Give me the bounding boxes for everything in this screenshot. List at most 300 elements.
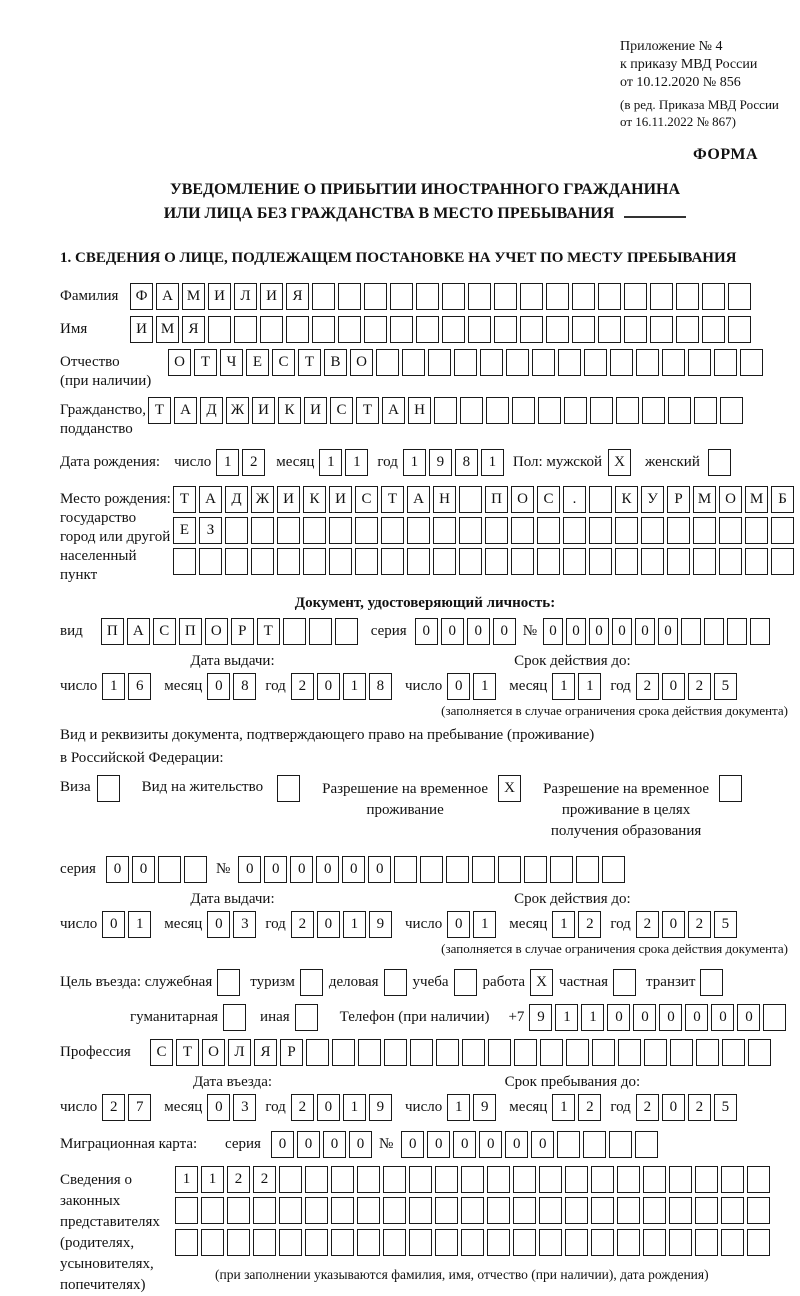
- char-cell[interactable]: С: [537, 486, 560, 513]
- char-cell[interactable]: [409, 1197, 432, 1224]
- char-cell[interactable]: Н: [408, 397, 431, 424]
- char-cell[interactable]: Т: [176, 1039, 199, 1066]
- purpose-tourism-checkbox[interactable]: [300, 969, 323, 996]
- char-cell[interactable]: [420, 856, 443, 883]
- purpose-work-checkbox[interactable]: X: [530, 969, 553, 996]
- char-cell[interactable]: [175, 1197, 198, 1224]
- char-cell[interactable]: И: [304, 397, 327, 424]
- residence-permit-checkbox[interactable]: [277, 775, 300, 802]
- char-cell[interactable]: [643, 1166, 666, 1193]
- char-cell[interactable]: [472, 856, 495, 883]
- char-cell[interactable]: [260, 316, 283, 343]
- char-cell[interactable]: [704, 618, 724, 645]
- char-cell[interactable]: 0: [207, 911, 230, 938]
- char-cell[interactable]: [435, 1166, 458, 1193]
- char-cell[interactable]: 2: [688, 673, 711, 700]
- char-cell[interactable]: С: [330, 397, 353, 424]
- char-cell[interactable]: Я: [254, 1039, 277, 1066]
- purpose-business-checkbox[interactable]: [384, 969, 407, 996]
- char-cell[interactable]: [460, 397, 483, 424]
- char-cell[interactable]: Ф: [130, 283, 153, 310]
- char-cell[interactable]: [668, 397, 691, 424]
- char-cell[interactable]: 0: [662, 911, 685, 938]
- char-cell[interactable]: 0: [658, 618, 678, 645]
- char-cell[interactable]: [338, 316, 361, 343]
- char-cell[interactable]: 0: [711, 1004, 734, 1031]
- char-cell[interactable]: [227, 1197, 250, 1224]
- char-cell[interactable]: [225, 548, 248, 575]
- char-cell[interactable]: Р: [280, 1039, 303, 1066]
- char-cell[interactable]: П: [485, 486, 508, 513]
- char-cell[interactable]: 1: [447, 1094, 470, 1121]
- char-cell[interactable]: [409, 1229, 432, 1256]
- char-cell[interactable]: 1: [102, 673, 125, 700]
- temp-residence-education-checkbox[interactable]: [719, 775, 742, 802]
- char-cell[interactable]: [487, 1229, 510, 1256]
- char-cell[interactable]: Т: [194, 349, 217, 376]
- char-cell[interactable]: [329, 517, 352, 544]
- char-cell[interactable]: 2: [636, 911, 659, 938]
- char-cell[interactable]: 0: [531, 1131, 554, 1158]
- char-cell[interactable]: 8: [455, 449, 478, 476]
- char-cell[interactable]: [694, 397, 717, 424]
- char-cell[interactable]: [539, 1166, 562, 1193]
- char-cell[interactable]: 1: [403, 449, 426, 476]
- char-cell[interactable]: 2: [102, 1094, 125, 1121]
- char-cell[interactable]: Т: [148, 397, 171, 424]
- char-cell[interactable]: [459, 548, 482, 575]
- char-cell[interactable]: [461, 1197, 484, 1224]
- char-cell[interactable]: 0: [316, 856, 339, 883]
- char-cell[interactable]: [402, 349, 425, 376]
- char-cell[interactable]: 2: [253, 1166, 276, 1193]
- char-cell[interactable]: [383, 1197, 406, 1224]
- char-cell[interactable]: [771, 548, 794, 575]
- char-cell[interactable]: [442, 283, 465, 310]
- char-cell[interactable]: Т: [298, 349, 321, 376]
- char-cell[interactable]: [576, 856, 599, 883]
- char-cell[interactable]: [201, 1197, 224, 1224]
- char-cell[interactable]: 1: [555, 1004, 578, 1031]
- purpose-humanitarian-checkbox[interactable]: [223, 1004, 246, 1031]
- char-cell[interactable]: [513, 1197, 536, 1224]
- char-cell[interactable]: [695, 1197, 718, 1224]
- char-cell[interactable]: [338, 283, 361, 310]
- char-cell[interactable]: [357, 1166, 380, 1193]
- char-cell[interactable]: [644, 1039, 667, 1066]
- char-cell[interactable]: 0: [493, 618, 516, 645]
- char-cell[interactable]: [434, 397, 457, 424]
- char-cell[interactable]: О: [202, 1039, 225, 1066]
- char-cell[interactable]: [253, 1197, 276, 1224]
- char-cell[interactable]: 0: [401, 1131, 424, 1158]
- char-cell[interactable]: 0: [323, 1131, 346, 1158]
- char-cell[interactable]: [719, 548, 742, 575]
- char-cell[interactable]: С: [150, 1039, 173, 1066]
- char-cell[interactable]: [650, 316, 673, 343]
- char-cell[interactable]: 1: [345, 449, 368, 476]
- char-cell[interactable]: А: [127, 618, 150, 645]
- char-cell[interactable]: [184, 856, 207, 883]
- char-cell[interactable]: [592, 1039, 615, 1066]
- char-cell[interactable]: 5: [714, 911, 737, 938]
- char-cell[interactable]: [667, 548, 690, 575]
- char-cell[interactable]: 9: [369, 911, 392, 938]
- char-cell[interactable]: [335, 618, 358, 645]
- char-cell[interactable]: [609, 1131, 632, 1158]
- char-cell[interactable]: [358, 1039, 381, 1066]
- char-cell[interactable]: М: [156, 316, 179, 343]
- char-cell[interactable]: [557, 1131, 580, 1158]
- char-cell[interactable]: [227, 1229, 250, 1256]
- char-cell[interactable]: [357, 1197, 380, 1224]
- char-cell[interactable]: [173, 548, 196, 575]
- char-cell[interactable]: [332, 1039, 355, 1066]
- char-cell[interactable]: 0: [271, 1131, 294, 1158]
- char-cell[interactable]: Т: [356, 397, 379, 424]
- char-cell[interactable]: 8: [369, 673, 392, 700]
- char-cell[interactable]: [251, 517, 274, 544]
- char-cell[interactable]: И: [260, 283, 283, 310]
- char-cell[interactable]: [722, 1039, 745, 1066]
- char-cell[interactable]: [747, 1197, 770, 1224]
- char-cell[interactable]: [383, 1166, 406, 1193]
- char-cell[interactable]: [591, 1166, 614, 1193]
- temp-residence-checkbox[interactable]: X: [498, 775, 521, 802]
- char-cell[interactable]: О: [511, 486, 534, 513]
- char-cell[interactable]: 1: [175, 1166, 198, 1193]
- char-cell[interactable]: [676, 283, 699, 310]
- char-cell[interactable]: [546, 283, 569, 310]
- char-cell[interactable]: 0: [207, 1094, 230, 1121]
- char-cell[interactable]: [305, 1229, 328, 1256]
- char-cell[interactable]: [721, 1197, 744, 1224]
- char-cell[interactable]: А: [382, 397, 405, 424]
- char-cell[interactable]: [748, 1039, 771, 1066]
- char-cell[interactable]: [487, 1166, 510, 1193]
- char-cell[interactable]: [563, 517, 586, 544]
- char-cell[interactable]: 0: [505, 1131, 528, 1158]
- char-cell[interactable]: [520, 283, 543, 310]
- char-cell[interactable]: [641, 517, 664, 544]
- char-cell[interactable]: [511, 548, 534, 575]
- char-cell[interactable]: 9: [473, 1094, 496, 1121]
- char-cell[interactable]: [158, 856, 181, 883]
- char-cell[interactable]: [199, 548, 222, 575]
- char-cell[interactable]: Ж: [251, 486, 274, 513]
- char-cell[interactable]: 0: [264, 856, 287, 883]
- char-cell[interactable]: 0: [633, 1004, 656, 1031]
- char-cell[interactable]: [565, 1229, 588, 1256]
- char-cell[interactable]: [279, 1229, 302, 1256]
- char-cell[interactable]: [329, 548, 352, 575]
- char-cell[interactable]: 0: [297, 1131, 320, 1158]
- char-cell[interactable]: [513, 1229, 536, 1256]
- char-cell[interactable]: Т: [257, 618, 280, 645]
- char-cell[interactable]: [416, 283, 439, 310]
- char-cell[interactable]: 2: [242, 449, 265, 476]
- char-cell[interactable]: 1: [578, 673, 601, 700]
- char-cell[interactable]: [550, 856, 573, 883]
- char-cell[interactable]: [662, 349, 685, 376]
- char-cell[interactable]: [750, 618, 770, 645]
- char-cell[interactable]: [563, 548, 586, 575]
- char-cell[interactable]: [309, 618, 332, 645]
- char-cell[interactable]: 2: [636, 1094, 659, 1121]
- char-cell[interactable]: [201, 1229, 224, 1256]
- char-cell[interactable]: [407, 517, 430, 544]
- char-cell[interactable]: 0: [589, 618, 609, 645]
- char-cell[interactable]: 0: [415, 618, 438, 645]
- char-cell[interactable]: [747, 1166, 770, 1193]
- char-cell[interactable]: [572, 316, 595, 343]
- char-cell[interactable]: [364, 316, 387, 343]
- char-cell[interactable]: Е: [246, 349, 269, 376]
- char-cell[interactable]: 2: [636, 673, 659, 700]
- char-cell[interactable]: [591, 1197, 614, 1224]
- char-cell[interactable]: 1: [473, 673, 496, 700]
- char-cell[interactable]: [409, 1166, 432, 1193]
- char-cell[interactable]: [546, 316, 569, 343]
- char-cell[interactable]: [538, 397, 561, 424]
- char-cell[interactable]: [539, 1229, 562, 1256]
- char-cell[interactable]: [442, 316, 465, 343]
- char-cell[interactable]: [669, 1166, 692, 1193]
- char-cell[interactable]: 0: [566, 618, 586, 645]
- char-cell[interactable]: [253, 1229, 276, 1256]
- char-cell[interactable]: 1: [128, 911, 151, 938]
- char-cell[interactable]: 0: [106, 856, 129, 883]
- char-cell[interactable]: [539, 1197, 562, 1224]
- char-cell[interactable]: М: [182, 283, 205, 310]
- char-cell[interactable]: [667, 517, 690, 544]
- char-cell[interactable]: К: [278, 397, 301, 424]
- char-cell[interactable]: С: [272, 349, 295, 376]
- char-cell[interactable]: [357, 1229, 380, 1256]
- char-cell[interactable]: 1: [581, 1004, 604, 1031]
- char-cell[interactable]: [771, 517, 794, 544]
- char-cell[interactable]: 0: [447, 911, 470, 938]
- char-cell[interactable]: [208, 316, 231, 343]
- char-cell[interactable]: 0: [342, 856, 365, 883]
- char-cell[interactable]: [565, 1166, 588, 1193]
- char-cell[interactable]: 0: [238, 856, 261, 883]
- char-cell[interactable]: [590, 397, 613, 424]
- char-cell[interactable]: К: [303, 486, 326, 513]
- char-cell[interactable]: В: [324, 349, 347, 376]
- char-cell[interactable]: [286, 316, 309, 343]
- char-cell[interactable]: [498, 856, 521, 883]
- char-cell[interactable]: [642, 397, 665, 424]
- char-cell[interactable]: [485, 548, 508, 575]
- char-cell[interactable]: 1: [319, 449, 342, 476]
- char-cell[interactable]: 2: [291, 911, 314, 938]
- char-cell[interactable]: [745, 548, 768, 575]
- char-cell[interactable]: П: [179, 618, 202, 645]
- char-cell[interactable]: [446, 856, 469, 883]
- char-cell[interactable]: [390, 283, 413, 310]
- char-cell[interactable]: Т: [173, 486, 196, 513]
- char-cell[interactable]: З: [199, 517, 222, 544]
- char-cell[interactable]: [306, 1039, 329, 1066]
- char-cell[interactable]: [589, 548, 612, 575]
- char-cell[interactable]: 1: [473, 911, 496, 938]
- char-cell[interactable]: А: [199, 486, 222, 513]
- char-cell[interactable]: [598, 283, 621, 310]
- char-cell[interactable]: 6: [128, 673, 151, 700]
- char-cell[interactable]: [355, 517, 378, 544]
- char-cell[interactable]: [558, 349, 581, 376]
- char-cell[interactable]: [524, 856, 547, 883]
- char-cell[interactable]: [532, 349, 555, 376]
- char-cell[interactable]: 3: [233, 1094, 256, 1121]
- char-cell[interactable]: [279, 1166, 302, 1193]
- char-cell[interactable]: [331, 1197, 354, 1224]
- char-cell[interactable]: .: [563, 486, 586, 513]
- char-cell[interactable]: 1: [343, 911, 366, 938]
- char-cell[interactable]: И: [329, 486, 352, 513]
- char-cell[interactable]: 2: [291, 1094, 314, 1121]
- char-cell[interactable]: 0: [685, 1004, 708, 1031]
- char-cell[interactable]: 0: [467, 618, 490, 645]
- char-cell[interactable]: [468, 283, 491, 310]
- char-cell[interactable]: 2: [688, 911, 711, 938]
- char-cell[interactable]: [305, 1166, 328, 1193]
- char-cell[interactable]: [681, 618, 701, 645]
- char-cell[interactable]: 0: [543, 618, 563, 645]
- char-cell[interactable]: 1: [216, 449, 239, 476]
- char-cell[interactable]: С: [153, 618, 176, 645]
- char-cell[interactable]: [669, 1197, 692, 1224]
- char-cell[interactable]: Р: [231, 618, 254, 645]
- char-cell[interactable]: [617, 1197, 640, 1224]
- char-cell[interactable]: Р: [667, 486, 690, 513]
- char-cell[interactable]: М: [693, 486, 716, 513]
- char-cell[interactable]: [461, 1229, 484, 1256]
- char-cell[interactable]: [696, 1039, 719, 1066]
- char-cell[interactable]: [617, 1166, 640, 1193]
- char-cell[interactable]: [381, 548, 404, 575]
- char-cell[interactable]: [589, 486, 612, 513]
- char-cell[interactable]: А: [156, 283, 179, 310]
- char-cell[interactable]: 1: [552, 1094, 575, 1121]
- char-cell[interactable]: [695, 1229, 718, 1256]
- char-cell[interactable]: [394, 856, 417, 883]
- char-cell[interactable]: [279, 1197, 302, 1224]
- char-cell[interactable]: 9: [529, 1004, 552, 1031]
- char-cell[interactable]: [643, 1197, 666, 1224]
- char-cell[interactable]: [572, 283, 595, 310]
- char-cell[interactable]: 8: [233, 673, 256, 700]
- char-cell[interactable]: [702, 283, 725, 310]
- char-cell[interactable]: Д: [200, 397, 223, 424]
- char-cell[interactable]: 5: [714, 1094, 737, 1121]
- char-cell[interactable]: [670, 1039, 693, 1066]
- char-cell[interactable]: [602, 856, 625, 883]
- char-cell[interactable]: [383, 1229, 406, 1256]
- char-cell[interactable]: [702, 316, 725, 343]
- char-cell[interactable]: [277, 548, 300, 575]
- char-cell[interactable]: [407, 548, 430, 575]
- char-cell[interactable]: Я: [182, 316, 205, 343]
- char-cell[interactable]: 1: [201, 1166, 224, 1193]
- char-cell[interactable]: [693, 548, 716, 575]
- char-cell[interactable]: О: [205, 618, 228, 645]
- char-cell[interactable]: Д: [225, 486, 248, 513]
- char-cell[interactable]: [617, 1229, 640, 1256]
- char-cell[interactable]: [303, 548, 326, 575]
- char-cell[interactable]: 9: [429, 449, 452, 476]
- char-cell[interactable]: [376, 349, 399, 376]
- char-cell[interactable]: 1: [343, 1094, 366, 1121]
- char-cell[interactable]: [485, 517, 508, 544]
- char-cell[interactable]: [745, 517, 768, 544]
- char-cell[interactable]: 0: [207, 673, 230, 700]
- char-cell[interactable]: [616, 397, 639, 424]
- char-cell[interactable]: [506, 349, 529, 376]
- char-cell[interactable]: Ч: [220, 349, 243, 376]
- char-cell[interactable]: К: [615, 486, 638, 513]
- char-cell[interactable]: [355, 548, 378, 575]
- char-cell[interactable]: [461, 1166, 484, 1193]
- char-cell[interactable]: [234, 316, 257, 343]
- char-cell[interactable]: Т: [381, 486, 404, 513]
- char-cell[interactable]: [643, 1229, 666, 1256]
- char-cell[interactable]: [650, 283, 673, 310]
- char-cell[interactable]: 0: [612, 618, 632, 645]
- char-cell[interactable]: Я: [286, 283, 309, 310]
- char-cell[interactable]: 0: [317, 1094, 340, 1121]
- char-cell[interactable]: О: [350, 349, 373, 376]
- char-cell[interactable]: 0: [479, 1131, 502, 1158]
- char-cell[interactable]: [428, 349, 451, 376]
- purpose-study-checkbox[interactable]: [454, 969, 477, 996]
- char-cell[interactable]: [459, 486, 482, 513]
- char-cell[interactable]: [747, 1229, 770, 1256]
- char-cell[interactable]: 3: [233, 911, 256, 938]
- char-cell[interactable]: О: [168, 349, 191, 376]
- char-cell[interactable]: [435, 1229, 458, 1256]
- char-cell[interactable]: [636, 349, 659, 376]
- char-cell[interactable]: Л: [234, 283, 257, 310]
- char-cell[interactable]: [410, 1039, 433, 1066]
- char-cell[interactable]: [537, 548, 560, 575]
- char-cell[interactable]: [714, 349, 737, 376]
- char-cell[interactable]: 2: [688, 1094, 711, 1121]
- char-cell[interactable]: [305, 1197, 328, 1224]
- char-cell[interactable]: [591, 1229, 614, 1256]
- char-cell[interactable]: 0: [427, 1131, 450, 1158]
- purpose-other-checkbox[interactable]: [295, 1004, 318, 1031]
- char-cell[interactable]: [462, 1039, 485, 1066]
- char-cell[interactable]: [624, 283, 647, 310]
- char-cell[interactable]: 0: [453, 1131, 476, 1158]
- char-cell[interactable]: [695, 1166, 718, 1193]
- char-cell[interactable]: [513, 1166, 536, 1193]
- char-cell[interactable]: [720, 397, 743, 424]
- char-cell[interactable]: [277, 517, 300, 544]
- char-cell[interactable]: И: [252, 397, 275, 424]
- char-cell[interactable]: [283, 618, 306, 645]
- char-cell[interactable]: [312, 283, 335, 310]
- char-cell[interactable]: [564, 397, 587, 424]
- char-cell[interactable]: [435, 1197, 458, 1224]
- char-cell[interactable]: [589, 517, 612, 544]
- char-cell[interactable]: [540, 1039, 563, 1066]
- char-cell[interactable]: [719, 517, 742, 544]
- char-cell[interactable]: [436, 1039, 459, 1066]
- char-cell[interactable]: [251, 548, 274, 575]
